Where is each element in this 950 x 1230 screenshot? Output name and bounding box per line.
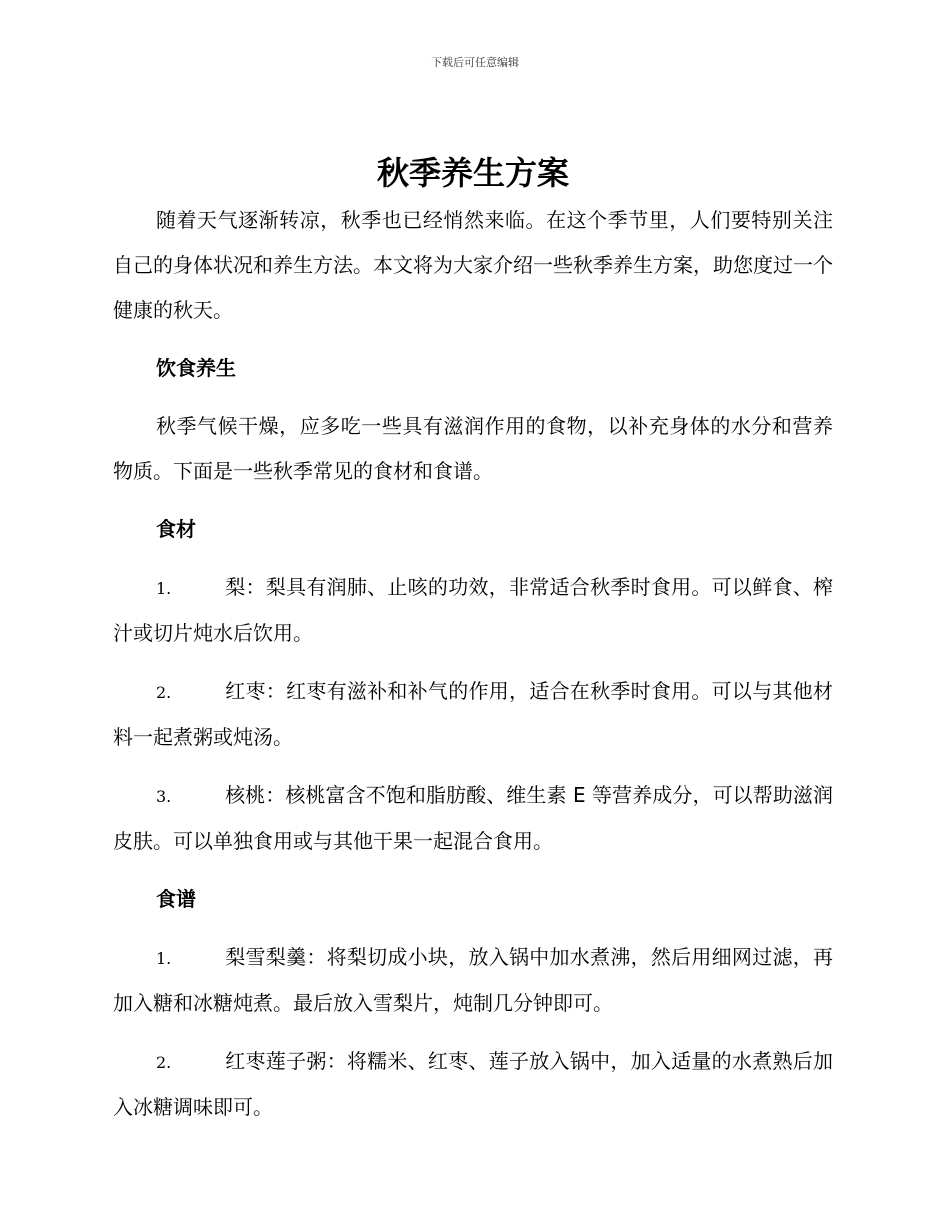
list-number: 1. — [156, 949, 172, 968]
list-number: 2. — [156, 1053, 172, 1072]
intro-paragraph: 随着天气逐渐转凉，秋季也已经悄然来临。在这个季节里，人们要特别关注自己的身体状况和养生方法。本文将为大家介绍一些秋季养生方案，助您度过一个健康的秋天。 — [113, 208, 833, 322]
document-body — [113, 150, 833, 1130]
section-heading-diet: 饮食养生 — [156, 356, 236, 380]
list-number: 2. — [156, 683, 172, 702]
ingredient-item — [113, 669, 833, 760]
list-item-text: 梨雪梨羹：将梨切成小块，放入锅中加水煮沸，然后用细网过滤，再加入糖和冰糖炖煮。最后放入雪梨片，炖制几分钟即可。 — [113, 945, 833, 1015]
ingredient-item — [113, 773, 833, 864]
list-item-text: 梨：梨具有润肺、止咳的功效，非常适合秋季时食用。可以鲜食、榨汁或切片炖水后饮用。 — [113, 575, 833, 645]
list-item-text: 红枣：红枣有滋补和补气的作用，适合在秋季时食用。可以与其他材料一起煮粥或炖汤。 — [113, 679, 833, 749]
section-heading-recipes: 食谱 — [156, 887, 196, 911]
recipe-item — [113, 935, 833, 1026]
list-item-text: 红枣莲子粥：将糯米、红枣、莲子放入锅中，加入适量的水煮熟后加入冰糖调味即可。 — [113, 1049, 833, 1119]
ingredient-item — [113, 565, 833, 656]
diet-paragraph: 秋季气候干燥，应多吃一些具有滋润作用的食物，以补充身体的水分和营养物质。下面是一些秋季常见的食材和食谱。 — [113, 414, 833, 483]
recipe-item — [113, 1039, 833, 1130]
list-number: 1. — [156, 579, 172, 598]
header-note: 下载后可任意编辑 — [431, 56, 519, 69]
list-number: 3. — [156, 787, 172, 806]
section-heading-ingredients: 食材 — [156, 517, 196, 541]
list-item-text: 核桃：核桃富含不饱和脂肪酸、维生素 E 等营养成分，可以帮助滋润皮肤。可以单独食用或与其他干果一起混合食用。 — [113, 783, 833, 853]
page-title: 秋季养生方案 — [376, 154, 569, 192]
